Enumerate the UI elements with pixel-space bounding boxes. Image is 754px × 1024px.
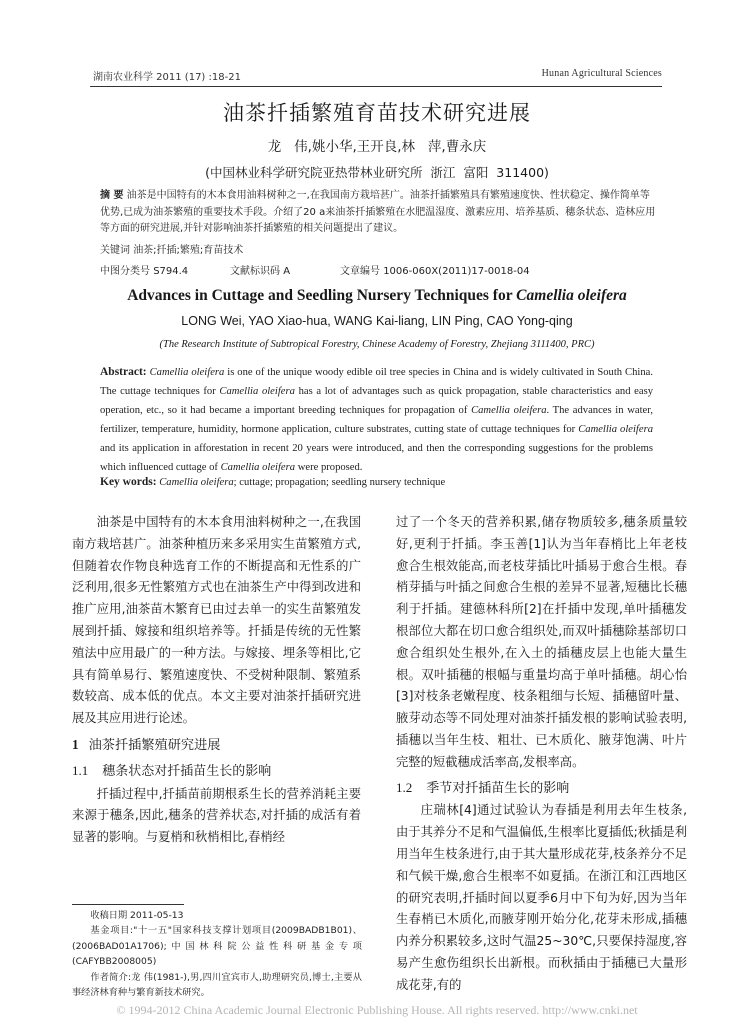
abstract-en-text: Camellia oleifera is one of the unique woody edible oil tree species in China and is widely cultivated in South China. The cuttage techniques for Camellia oleifera has a lot of advantages such as quick propagation, stable characteristics and easy operation, etc., so it had became a important breeding techniques for propagation of Camellia oleifera. The advances in water, fertilizer, temperature, humidity, hormone application, culture substrates, cutting state of cuttage techniques for Camellia oleifera and its application in afforestation in recent 20 years were introduced, and then the corresponding suggestions for the problems which influenced cuttage of Camellia oleifera were proposed. — [100, 367, 653, 473]
copyright-footer: © 1994-2012 China Academic Journal Electronic Publishing House. All rights reserved. http://www.cnki.net — [116, 1003, 638, 1017]
section-1-heading — [72, 734, 361, 757]
article-value: 1006-060X(2011)17-0018-04 — [383, 266, 530, 277]
affiliation-cn: (中国林业科学研究院亚热带林业研究所 浙江 富阳 311400) — [205, 165, 549, 180]
continued-paragraph: 过了一个冬天的营养积累,储存物质较多,穗条质量较好,更利于扦插。李玉善[1]认为当年春梢比上年老枝愈合生根效能高,而老枝芽插比叶插易于愈合生根。春梢芽插与叶插之间愈合生根的差异不显著,短穗比长穗利于扦插。建德林科所[2]在扦插中发现,单叶插穗发根部位大都在切口愈合组织处,而双叶插穗除基部切口愈合组织处生根外,在入土的插穗皮层上也能大量生根。双叶插穗的根幅与重量均高于单叶插穗。胡心怡[3]对枝条老嫩程度、枝条粗细与长短、插穗留叶量、腋芽动态等不同处理对油茶扦插发根的影响试验表明,插穗以当年生枝、粗壮、已木质化、腋芽饱满、叶片完整的短截穗成活率高,发根率高。 — [396, 515, 687, 769]
doc-value: A — [283, 266, 291, 277]
keywords-en-text: Camellia oleifera; cuttage; propagation; seedling nursery technique — [159, 477, 446, 488]
subsection-1-2-paragraph: 庄瑞林[4]通过试验认为春插是利用去年生枝条,由于其养分不足和气温偏低,生根率比夏插低;秋插是利用当年生枝条进行,由于其大量形成花芽,枝条养分不足和气候干燥,愈合生根率不如夏插。在浙江和江西地区的研究表明,扦插时间以夏季6月中下旬为好,因为当年生春梢已木质化,而腋芽刚开始分化,花芽未形成,插穗内养分积累较多,这时气温25~30℃,只要保持湿度,容易产生愈伤组织长出新根。而秋插由于插穗已大量形成花芽,有的 — [396, 803, 687, 992]
keywords-cn — [100, 241, 243, 256]
paper-title-en — [0, 287, 754, 305]
footnote-author: 作者简介:龙 伟(1981-),男,四川宜宾市人,助理研究员,博士,主要从事经济林育种与繁育新技术研究。 — [72, 971, 362, 999]
authors-cn: 龙 伟,姚小华,王开良,林 萍,曹永庆 — [267, 139, 487, 155]
keywords-en — [100, 476, 445, 488]
affiliation-en: (The Research Institute of Subtropical Forestry, Chinese Academy of Forestry, Zhejiang 3111400, PRC) — [159, 339, 595, 350]
abstract-cn-label: 摘 要 — [100, 190, 124, 201]
footnotes — [72, 908, 362, 1000]
classification-line — [100, 262, 530, 277]
paper-title-en-main: Advances in Cuttage and Seedling Nursery Techniques for — [127, 287, 517, 304]
journal-header-right: Hunan Agricultural Sciences — [541, 68, 662, 79]
keywords-en-label: Key words: — [100, 476, 157, 488]
section-1-title: 油茶扦插繁殖研究进展 — [88, 737, 221, 753]
clc-label: 中图分类号 — [100, 266, 150, 277]
intro-paragraph: 油茶是中国特有的木本食用油料树种之一,在我国南方栽培甚广。油茶种植历来多采用实生苗繁殖方式,但随着农作物良种选育工作的不断提高和无性系的广泛利用,很多无性繁殖方式也在油茶生产中得到改进和推广应用,油茶苗木繁育已由过去单一的实生苗繁殖发展到扦插、嫁接和组织培养等。扦插是传统的无性繁殖法中应用最广的一种方法。与嫁接、埋条等相比,它具有简单易行、繁殖速度快、不受树种限制、繁殖系数较高、成本低的优点。本文主要对油茶扦插研究进展及其应用进行论述。 — [72, 515, 361, 726]
section-1-number: 1 — [72, 736, 79, 752]
footnote-received: 收稿日期 2011-05-13 — [90, 910, 184, 921]
subsection-1-2-heading — [396, 777, 687, 800]
doc-label: 文献标识码 — [230, 266, 280, 277]
header-rule — [90, 86, 662, 87]
paper-title-en-species: Camellia oleifera — [516, 287, 627, 304]
subsection-1-1-number: 1.1 — [72, 762, 89, 778]
article-label: 文章编号 — [340, 266, 380, 277]
doc-code — [230, 262, 340, 277]
authors-en: LONG Wei, YAO Xiao-hua, WANG Kai-liang, LIN Ping, CAO Yong-qing — [181, 314, 573, 328]
keywords-cn-label: 关键词 — [100, 245, 130, 256]
clc-code — [100, 262, 230, 277]
abstract-cn-text: 油茶是中国特有的木本食用油料树种之一,在我国南方栽培甚广。油茶扦插繁殖具有繁殖速度快、性状稳定、操作简单等优势,已成为油茶繁殖的重要技术手段。介绍了20 a来油茶扦插繁殖在水肥温湿度、激素应用、培养基质、穗条状态、造林应用等方面的研究进展,并针对影响油茶扦插繁殖的相关问题提出了建议。 — [100, 190, 656, 234]
subsection-1-1-paragraph: 扦插过程中,扦插苗前期根系生长的营养消耗主要来源于穗条,因此,穗条的营养状态,对扦插的成活有着显著的影响。与夏梢和秋梢相比,春梢经 — [72, 786, 361, 845]
footnote-rule — [72, 904, 184, 905]
abstract-en — [100, 363, 653, 477]
body-left-column — [72, 512, 361, 849]
abstract-en-label: Abstract: — [100, 366, 147, 378]
abstract-cn — [100, 188, 658, 238]
article-number — [340, 262, 530, 277]
subsection-1-1-title: 穗条状态对扦插苗生长的影响 — [102, 763, 272, 779]
subsection-1-1-heading — [72, 760, 361, 783]
clc-value: S794.4 — [153, 266, 189, 277]
subsection-1-2-number: 1.2 — [396, 779, 413, 795]
keywords-cn-text: 油茶;扦插;繁殖;育苗技术 — [133, 245, 244, 256]
subsection-1-2-title: 季节对扦插苗生长的影响 — [426, 780, 570, 796]
paper-title-cn: 油茶扦插繁殖育苗技术研究进展 — [223, 101, 531, 125]
body-right-column — [396, 512, 687, 997]
footnote-fund: 基金项目:"十一五"国家科技支撑计划项目(2009BADB1B01)、(2006BAD01A1706);中国林科院公益性科研基金专项(CAFYBB2008005) — [72, 925, 362, 968]
journal-header-left: 湖南农业科学 2011 (17) :18-21 — [93, 72, 241, 83]
